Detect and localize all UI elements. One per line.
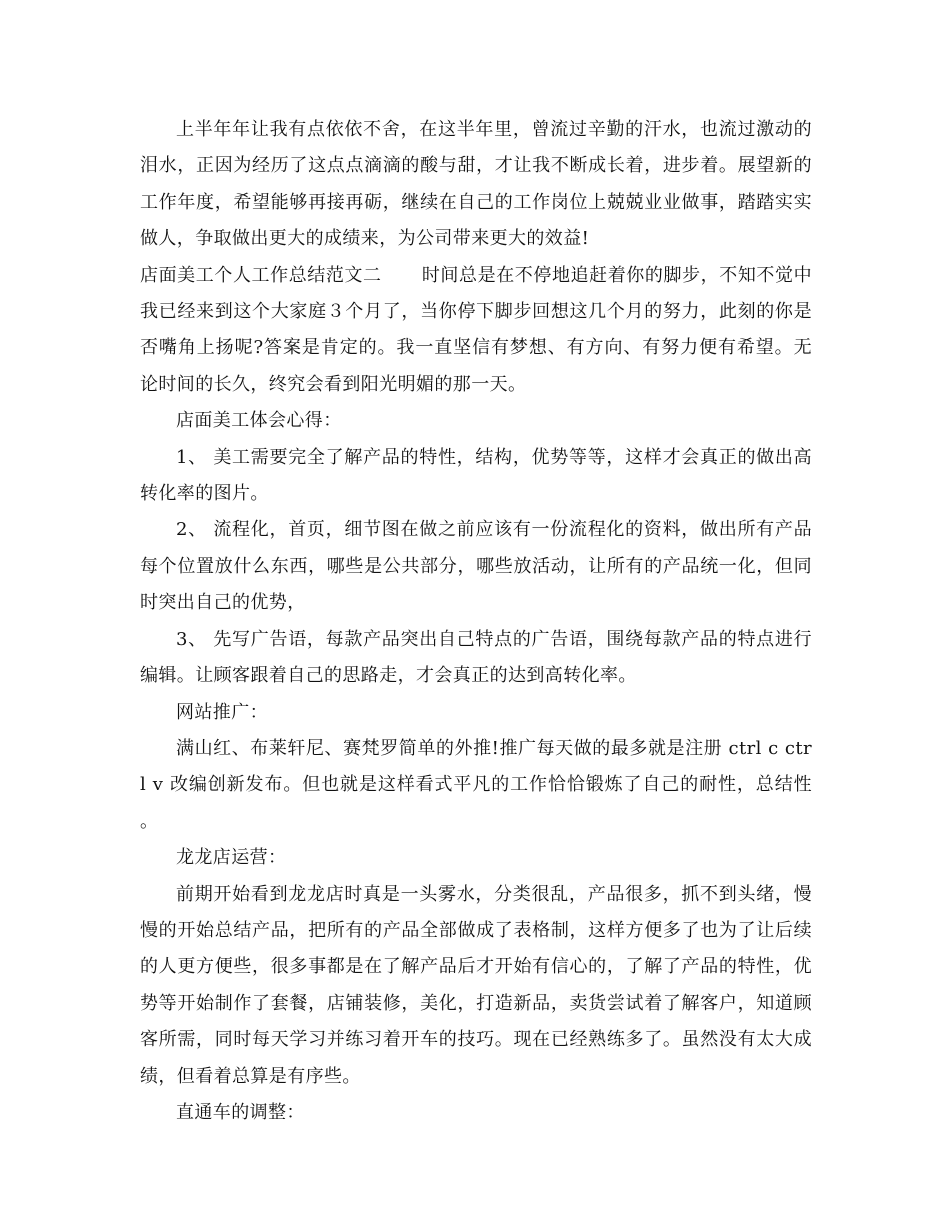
- paragraph-site-promotion: 满山红、布莱轩尼、赛梵罗简单的外推!推广每天做的最多就是注册 ctrl c ctrl v 改编创新发布。但也就是这样看式平凡的工作恰恰锻炼了自己的耐性，总结性。: [140, 737, 812, 832]
- list-item-2: 2、 流程化，首页，细节图在做之前应该有一份流程化的资料，做出所有产品每个位置放什么东西，哪些是公共部分，哪些放活动，让所有的产品统一化，但同时突出自己的优势，: [140, 519, 812, 614]
- heading-through-train: 直通车的调整：: [176, 1101, 305, 1123]
- heading-site-promotion: 网站推广：: [176, 701, 268, 723]
- paragraph-section-two: [140, 258, 812, 404]
- document-page: [140, 112, 812, 1131]
- list-item-1: 1、 美工需要完全了解产品的特性，结构，优势等等，这样才会真正的做出高转化率的图片。: [140, 446, 812, 505]
- paragraph-summary-closing: 上半年年让我有点依依不舍，在这半年里，曾流过辛勤的汗水，也流过激动的泪水，正因为经历了这点点滴滴的酸与甜，才让我不断成长着，进步着。展望新的工作年度，希望能够再接再砺，继续在自己的工作岗位上兢兢业业做事，踏踏实实做人，争取做出更大的成绩来，为公司带来更大的效益!: [140, 119, 812, 250]
- section-title: 店面美工个人工作总结范文二: [140, 264, 382, 286]
- section-two-body: 时间总是在不停地追赶着你的脚步，不知不觉中我已经来到这个大家庭３个月了，当你停下脚步回想这几个月的努力，此刻的你是否嘴角上扬呢?答案是肯定的。我一直坚信有梦想、有方向、有努力便有希望。无论时间的长久，终究会看到阳光明媚的那一天。: [140, 264, 813, 395]
- heading-longlong-store: 龙龙店运营：: [176, 847, 287, 869]
- list-item-3: 3、 先写广告语，每款产品突出自己特点的广告语，围绕每款产品的特点进行编辑。让顾客跟着自己的思路走，才会真正的达到高转化率。: [140, 628, 812, 687]
- paragraph-longlong-store: 前期开始看到龙龙店时真是一头雾水，分类很乱，产品很多，抓不到头绪，慢慢的开始总结产品，把所有的产品全部做成了表格制，这样方便多了也为了让后续的人更方便些，很多事都是在了解产品后才开始有信心的，了解了产品的特性，优势等开始制作了套餐，店铺装修，美化，打造新品，卖货尝试着了解客户，知道顾客所需，同时每天学习并练习着开车的技巧。现在已经熟练多了。虽然没有太大成绩，但看着总算是有序些。: [140, 883, 812, 1087]
- heading-design-insights: 店面美工体会心得：: [176, 410, 342, 432]
